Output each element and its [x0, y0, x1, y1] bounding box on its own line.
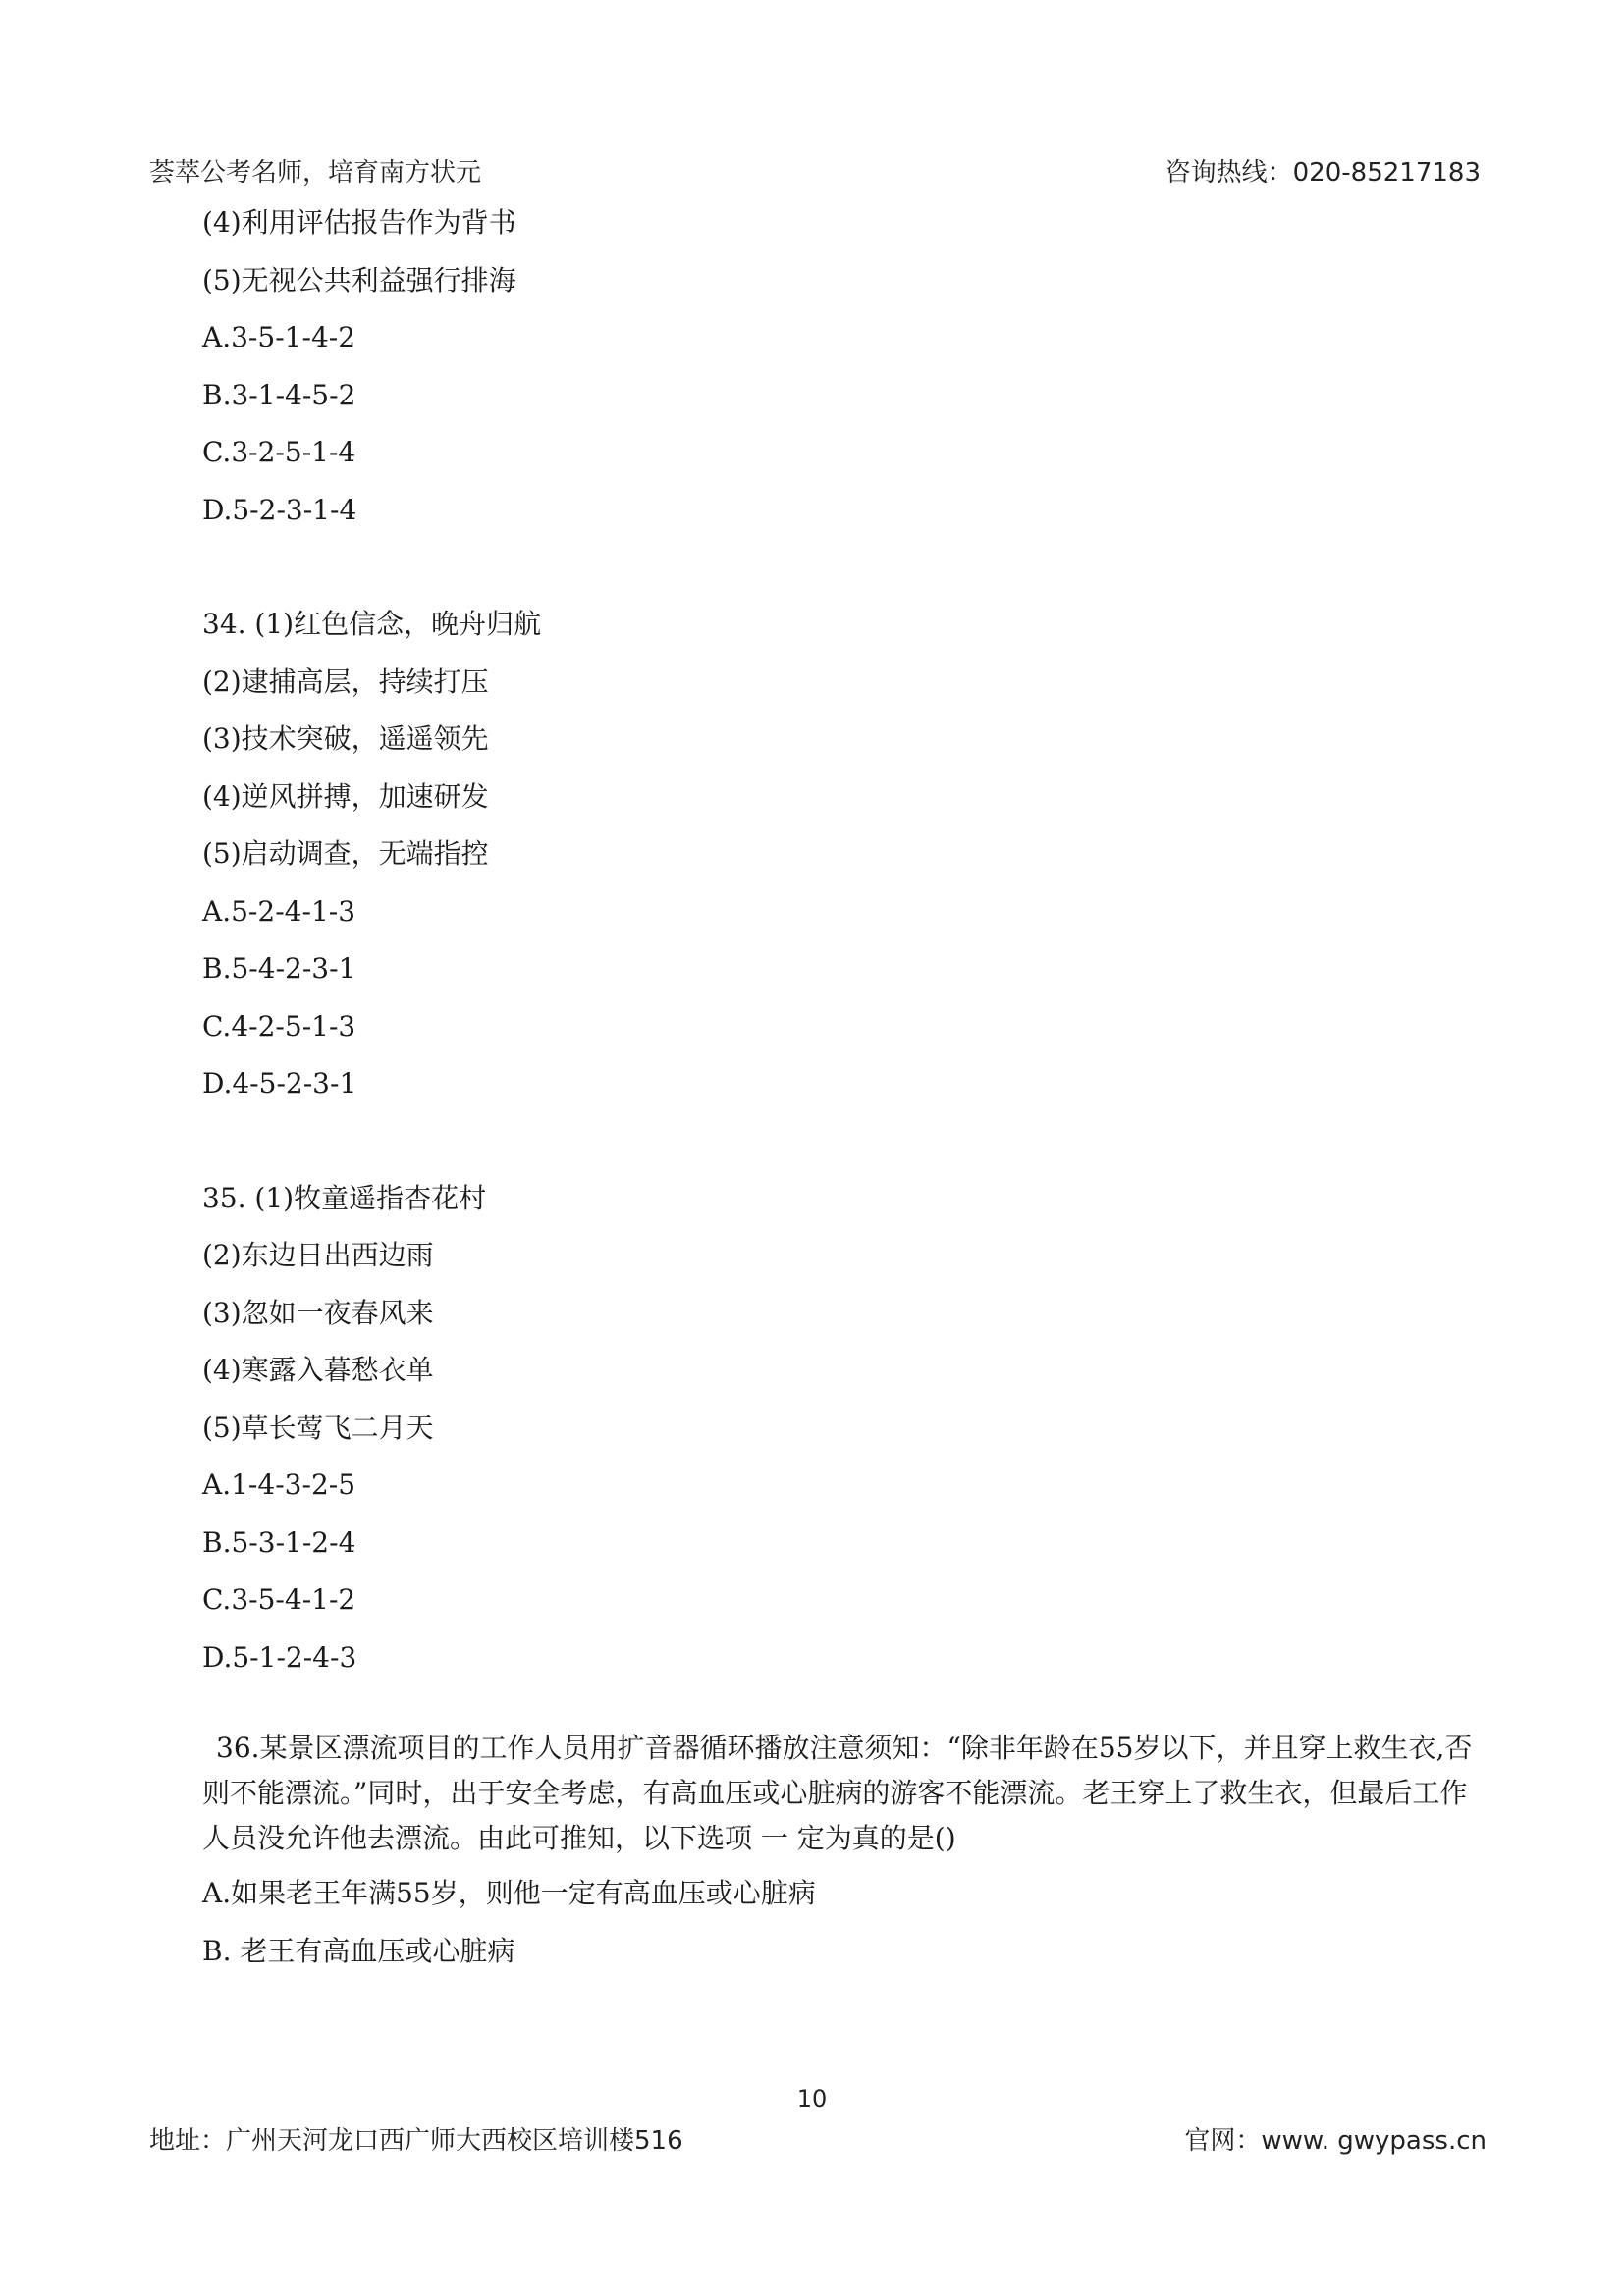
option-a: A.如果老王年满55岁，则他一定有高血压或心脏病: [202, 1877, 816, 1910]
option-a: A.5-2-4-1-3: [202, 894, 356, 928]
option-b: B.5-3-1-2-4: [202, 1525, 356, 1559]
spacer: [202, 1113, 1487, 1170]
statement-item: (5)启动调查，无端指控: [202, 837, 489, 871]
header-hotline: 咨询热线：020-85217183: [1164, 157, 1481, 187]
page-content: [202, 194, 1487, 1980]
option-d: D.4-5-2-3-1: [202, 1067, 357, 1100]
question-33-tail: [202, 194, 1487, 539]
statement-item: (5)无视公共利益强行排海: [202, 263, 516, 296]
footer-address: 地址：广州天河龙口西广师大西校区培训楼516: [149, 2125, 683, 2156]
option-b: B.5-4-2-3-1: [202, 952, 356, 986]
option-a: A.3-5-1-4-2: [202, 321, 356, 354]
option-c: C.3-5-4-1-2: [202, 1583, 356, 1617]
page-number: 10: [796, 2085, 828, 2112]
spacer: [202, 1686, 1487, 1726]
option-b: B.3-1-4-5-2: [202, 378, 356, 411]
statement-item: (3)忽如一夜春风来: [202, 1296, 434, 1329]
question-stem: 36.某景区漂流项目的工作人员用扩音器循环播放注意须知：“除非年龄在55岁以下，并且穿上救生衣,否则不能漂流。”同时，出于安全考虑，有高血压或心脏病的游客不能漂流。老王穿上了救生衣，但最后工作人员没允许他去漂流。由此可推知，以下选项 一 定为真的是(): [202, 1732, 1473, 1854]
question-36: [202, 1726, 1487, 1980]
statement-item: (4)利用评估报告作为背书: [202, 206, 516, 240]
option-d: D.5-1-2-4-3: [202, 1640, 357, 1674]
statement-item: (2)逮捕高层，持续打压: [202, 665, 489, 698]
page-footer: [149, 2118, 1487, 2158]
option-c: C.4-2-5-1-3: [202, 1009, 356, 1042]
statement-item: (2)东边日出西边雨: [202, 1239, 434, 1272]
question-35: [202, 1170, 1487, 1687]
statement-item: 34. (1)红色信念，晚舟归航: [202, 608, 542, 641]
page-header: [149, 150, 1481, 189]
option-b: B. 老王有高血压或心脏病: [202, 1934, 515, 1967]
statement-item: 35. (1)牧童遥指杏花村: [202, 1181, 487, 1214]
option-c: C.3-2-5-1-4: [202, 436, 356, 469]
spacer: [202, 539, 1487, 596]
option-a: A.1-4-3-2-5: [202, 1468, 356, 1502]
footer-website: 官网：www. gwypass.cn: [1184, 2125, 1487, 2156]
question-34: [202, 596, 1487, 1113]
statement-item: (4)寒露入暮愁衣单: [202, 1354, 434, 1387]
statement-item: (5)草长莺飞二月天: [202, 1411, 434, 1444]
statement-item: (4)逆风拼搏，加速研发: [202, 779, 489, 813]
statement-item: (3)技术突破，遥遥领先: [202, 722, 489, 756]
option-d: D.5-2-3-1-4: [202, 493, 357, 526]
header-slogan: 荟萃公考名师，培育南方状元: [149, 157, 482, 187]
